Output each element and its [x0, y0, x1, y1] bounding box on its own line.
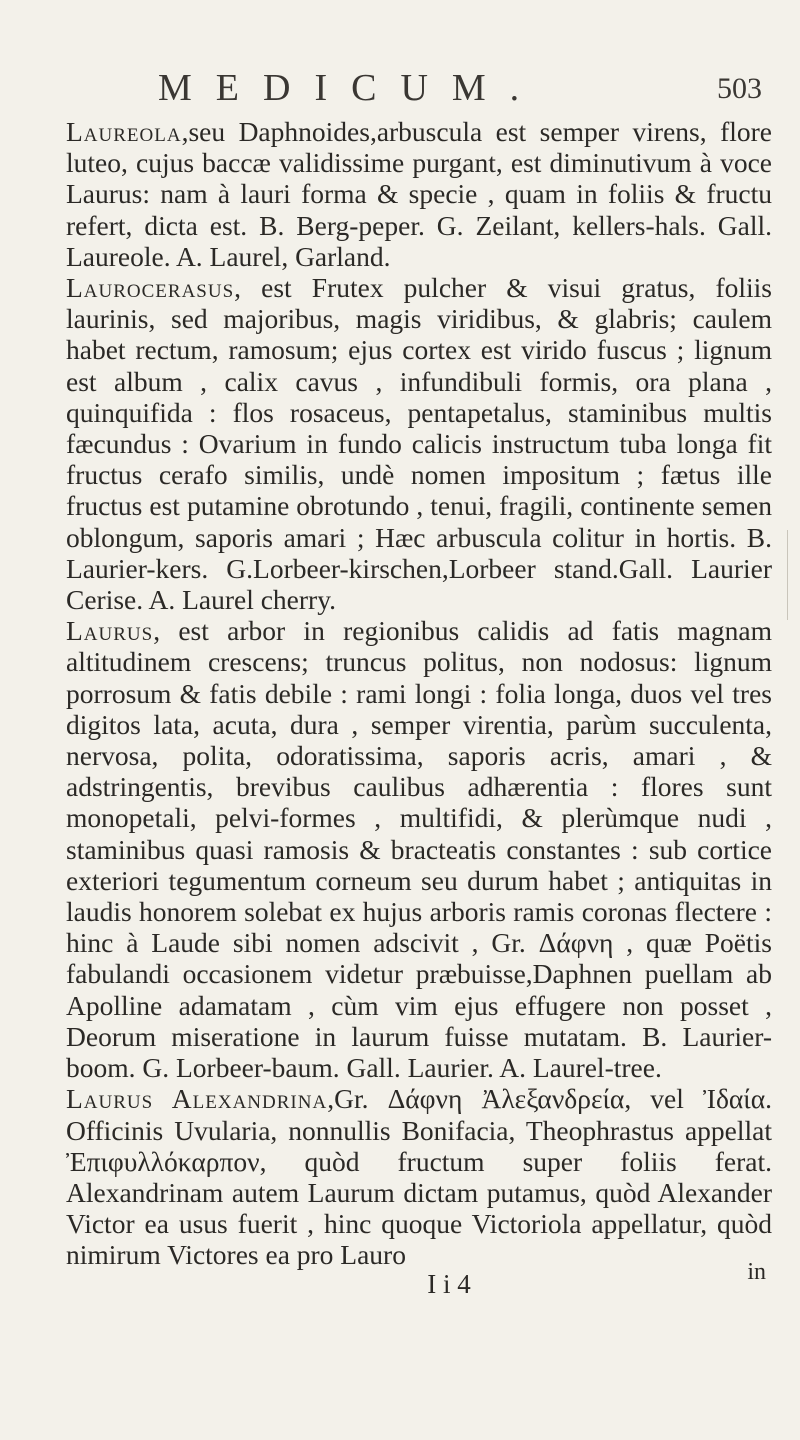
signature-mark: I i 4: [427, 1268, 471, 1299]
signature-line: [66, 1258, 772, 1300]
running-title: MEDICUM.: [158, 67, 544, 109]
page-number: 503: [717, 72, 762, 105]
entry-laurus: [66, 615, 772, 1083]
entry-lemma: Laurus: [66, 615, 154, 647]
main-text: [66, 116, 772, 1271]
entry-laurocerasus: [66, 272, 772, 615]
entry-laureola: [66, 116, 772, 272]
margin-mark: [775, 530, 788, 620]
catchword: in: [747, 1258, 766, 1285]
entry-text: ,Gr. Δάφνη Ἀλεξανδρεία, vel Ἰδαία. Officinis Uvularia, nonnullis Bonifacia, Theophrastus appellat Ἐπιφυλλόκαρπον, quòd fructum super foliis ferat. Alexandrinam autem Laurum dictam putamus, quòd Alexander Victor ea usus fuerit , hinc quoque Victoriola appellatur, quòd nimirum Victores ea pro Lauro: [66, 1083, 772, 1271]
entry-lemma: Laurocerasus: [66, 272, 235, 304]
entry-text: , est Frutex pulcher & visui gratus, foliis laurinis, sed majoribus, magis viridibus, & glabris; caulem habet rectum, ramosum; ejus cortex est virido fuscus ; lignum est album , calix cavus , infundibuli formis, ora plana , quinquifida : flos rosaceus, pentapetalus, staminibus multis fæcundus : Ovarium in fundo calicis instructum tuba longa fit fructus cerafo similis, undè nomen impositum ; fætus ille fructus est putamine obrotundo , tenui, fragili, continente semen oblongum, saporis amari ; Hæc arbuscula colitur in hortis. B. Laurier-kers. G.Lorbeer-kirschen,Lorbeer stand.Gall. Laurier Cerise. A. Laurel cherry.: [66, 272, 772, 616]
entry-text: , est arbor in regionibus calidis ad fatis magnam altitudinem crescens; truncus politus, non nodosus: lignum porrosum & fatis debile : rami longi : folia longa, duos vel tres digitos lata, acuta, dura , semper virentia, parùm succulenta, nervosa, polita, odoratissima, saporis acris, amari , & adstringentis, brevibus caulibus adhærentia : flores sunt monopetali, pelvi-formes , multifidi, & plerùmque nudi , staminibus quasi ramosis & bracteatis constantes : sub cortice exteriori tegumentum corneum seu durum habet ; antiquitas in laudis honorem solebat ex hujus arboris ramis coronas flectere : hinc à Laude sibi nomen adscivit , Gr. Δάφνη , quæ Poëtis fabulandi occasionem videtur præbuisse,Daphnen puellam ab Apolline adamatam , cùm vim ejus effugere non posset , Deorum miseratione in laurum fuisse mutatam. B. Laurier-boom. G. Lorbeer-baum. Gall. Laurier. A. Laurel-tree.: [66, 615, 772, 1084]
entry-lemma: Laurus Alexandrina: [66, 1083, 328, 1115]
entry-text: ,seu Daphnoides,arbuscula est semper virens, flore luteo, cujus baccæ validissime purgant, est diminutivum à voce Laurus: nam à lauri forma & specie , quam in foliis & fructu refert, dicta est. B. Berg-peper. G. Zeilant, kellers-hals. Gall. Laureole. A. Laurel, Garland.: [66, 116, 772, 272]
entry-laurus-alexandrina: [66, 1083, 772, 1270]
entry-lemma: Laureola: [66, 116, 182, 147]
running-head: [66, 66, 772, 116]
